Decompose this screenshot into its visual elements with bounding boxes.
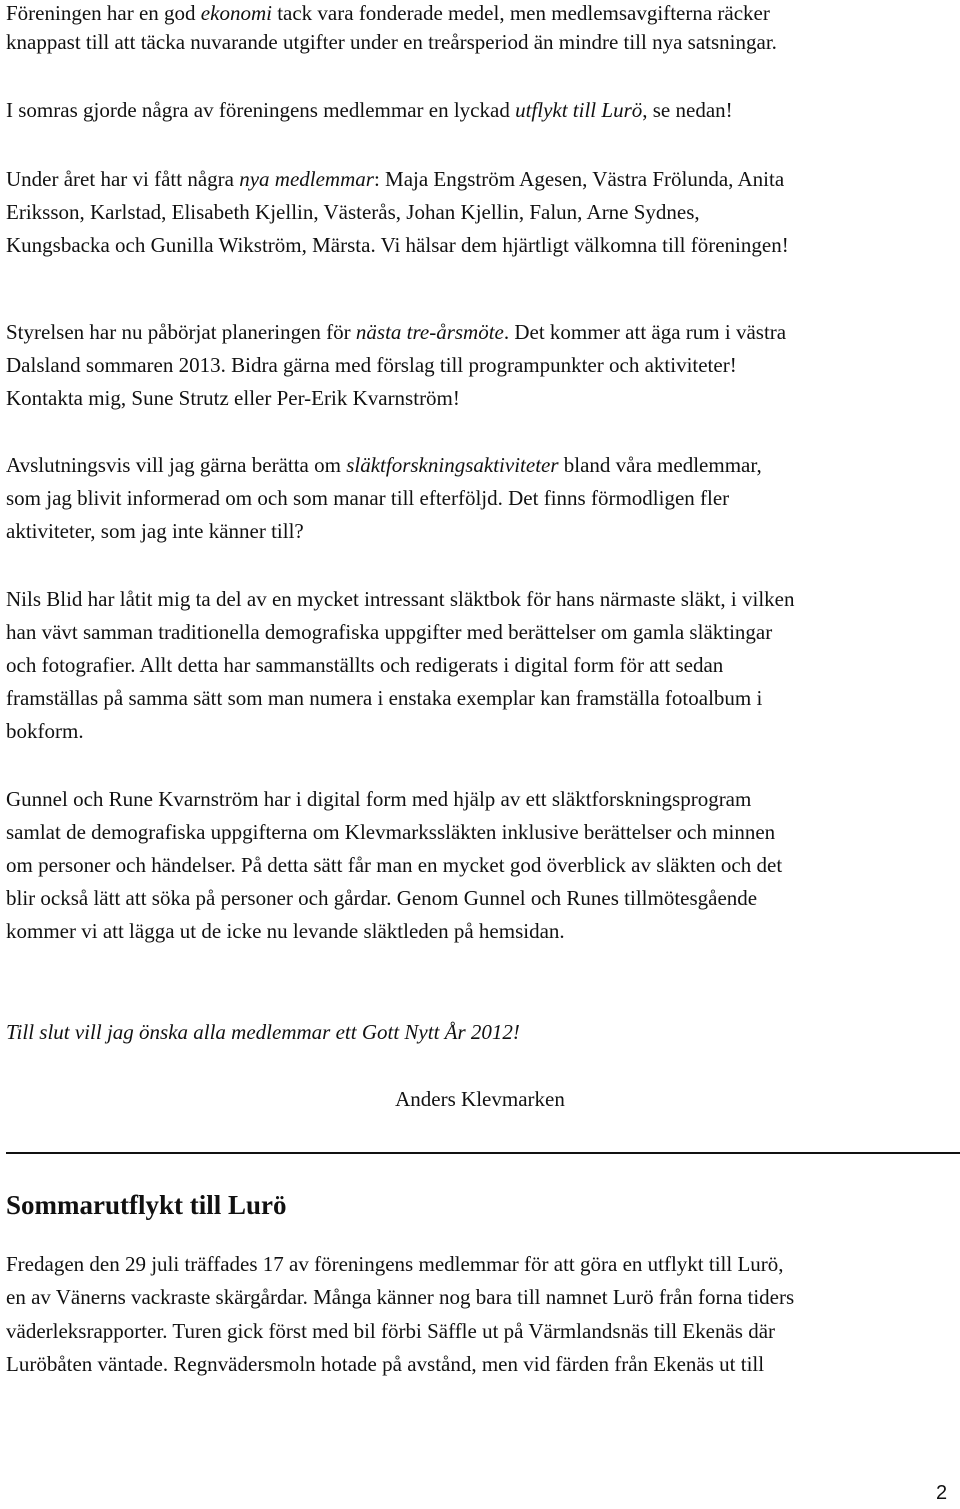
text-run: : Maja Engström Agesen, Västra Frölunda, Anita [373, 167, 785, 191]
paragraph-economy-line-2: knappast till att täcka nuvarande utgifter under en treårsperiod än mindre till nya satsningar. [6, 30, 777, 54]
paragraph-nils-blid-line-2: han vävt samman traditionella demografiska uppgifter med berättelser om gamla släktingar [6, 620, 773, 644]
italic-term: nästa tre-årsmöte [355, 320, 504, 344]
closing-greeting [6, 1019, 520, 1045]
text-run: I somras gjorde några av föreningens medlemmar en lyckad [6, 98, 516, 122]
paragraph-new-members-line-2: Eriksson, Karlstad, Elisabeth Kjellin, Västerås, Johan Kjellin, Falun, Arne Sydnes, [6, 200, 700, 224]
section-body-line-1: Fredagen den 29 juli träffades 17 av föreningens medlemmar för att göra en utflykt till Lurö, [6, 1252, 784, 1276]
text-run: Styrelsen har nu påbörjat planeringen för [6, 320, 356, 344]
text-run: , se nedan! [642, 98, 733, 122]
paragraph-activities-line-3: aktiviteter, som jag inte känner till? [6, 519, 304, 543]
text-run: tack vara fonderade medel, men medlemsavgifterna räcker [271, 1, 770, 25]
italic-term: nya medlemmar [239, 167, 374, 191]
section-body-line-4: Luröbåten väntade. Regnvädersmoln hotade på avstånd, men vid färden från Ekenäs ut till [6, 1352, 765, 1376]
paragraph-activities-line-1 [6, 452, 762, 478]
paragraph-nils-blid-line-5: bokform. [6, 719, 84, 743]
paragraph-meeting-line-1 [6, 319, 786, 345]
paragraph-economy-line-1 [6, 0, 770, 26]
paragraph-kvarnstrom-line-5: kommer vi att lägga ut de icke nu levande släktleden på hemsidan. [6, 919, 565, 943]
paragraph-nils-blid-line-4: framställas på samma sätt som man numera i enstaka exemplar kan framställa fotoalbum i [6, 686, 763, 710]
paragraph-nils-blid-line-1: Nils Blid har låtit mig ta del av en mycket intressant släktbok för hans närmaste släkt, i vilken [6, 587, 795, 611]
paragraph-kvarnstrom-line-1: Gunnel och Rune Kvarnström har i digital form med hjälp av ett släktforskningsprogram [6, 787, 752, 811]
paragraph-excursion-line-1 [6, 97, 733, 123]
section-body-line-3: väderleksrapporter. Turen gick först med bil förbi Säffle ut på Värmlandsnäs till Ekenäs där [6, 1319, 776, 1343]
paragraph-kvarnstrom-line-2: samlat de demografiska uppgifterna om Klevmarkssläkten inklusive berättelser och minnen [6, 820, 776, 844]
italic-term: ekonomi [200, 1, 272, 25]
text-run: Avslutningsvis vill jag gärna berätta om [6, 453, 347, 477]
italic-term: utflykt till Lurö [515, 98, 643, 122]
section-body-line-2: en av Vänerns vackraste skärgårdar. Många känner nog bara till namnet Lurö från forna tiders [6, 1285, 795, 1309]
paragraph-new-members-line-3: Kungsbacka och Gunilla Wikström, Märsta. Vi hälsar dem hjärtligt välkomna till föreningen! [6, 233, 789, 257]
text-run: Föreningen har en god [6, 1, 201, 25]
page-number: 2 [936, 1482, 948, 1504]
paragraph-meeting-line-2: Dalsland sommaren 2013. Bidra gärna med förslag till programpunkter och aktiviteter! [6, 353, 737, 377]
text-run: Under året har vi fått några [6, 167, 240, 191]
paragraph-new-members-line-1 [6, 166, 784, 192]
paragraph-meeting-line-3: Kontakta mig, Sune Strutz eller Per-Erik Kvarnström! [6, 386, 460, 410]
signature: Anders Klevmarken [395, 1087, 565, 1111]
closing-greeting-text: Till slut vill jag önska alla medlemmar ett Gott Nytt År 2012! [6, 1020, 520, 1044]
paragraph-nils-blid-line-3: och fotografier. Allt detta har sammanställts och redigerats i digital form för att sedan [6, 653, 724, 677]
paragraph-kvarnstrom-line-4: blir också lätt att söka på personer och gårdar. Genom Gunnel och Runes tillmötesgående [6, 886, 758, 910]
italic-term: släktforskningsaktiviteter [346, 453, 559, 477]
paragraph-activities-line-2: som jag blivit informerad om och som manar till efterföljd. Det finns förmodligen fler [6, 486, 730, 510]
text-run: . Det kommer att äga rum i västra [503, 320, 787, 344]
text-run: bland våra medlemmar, [558, 453, 762, 477]
paragraph-kvarnstrom-line-3: om personer och händelser. På detta sätt får man en mycket god överblick av släkten och det [6, 853, 783, 877]
section-heading: Sommarutflykt till Lurö [6, 1190, 287, 1220]
section-divider [6, 1152, 960, 1154]
